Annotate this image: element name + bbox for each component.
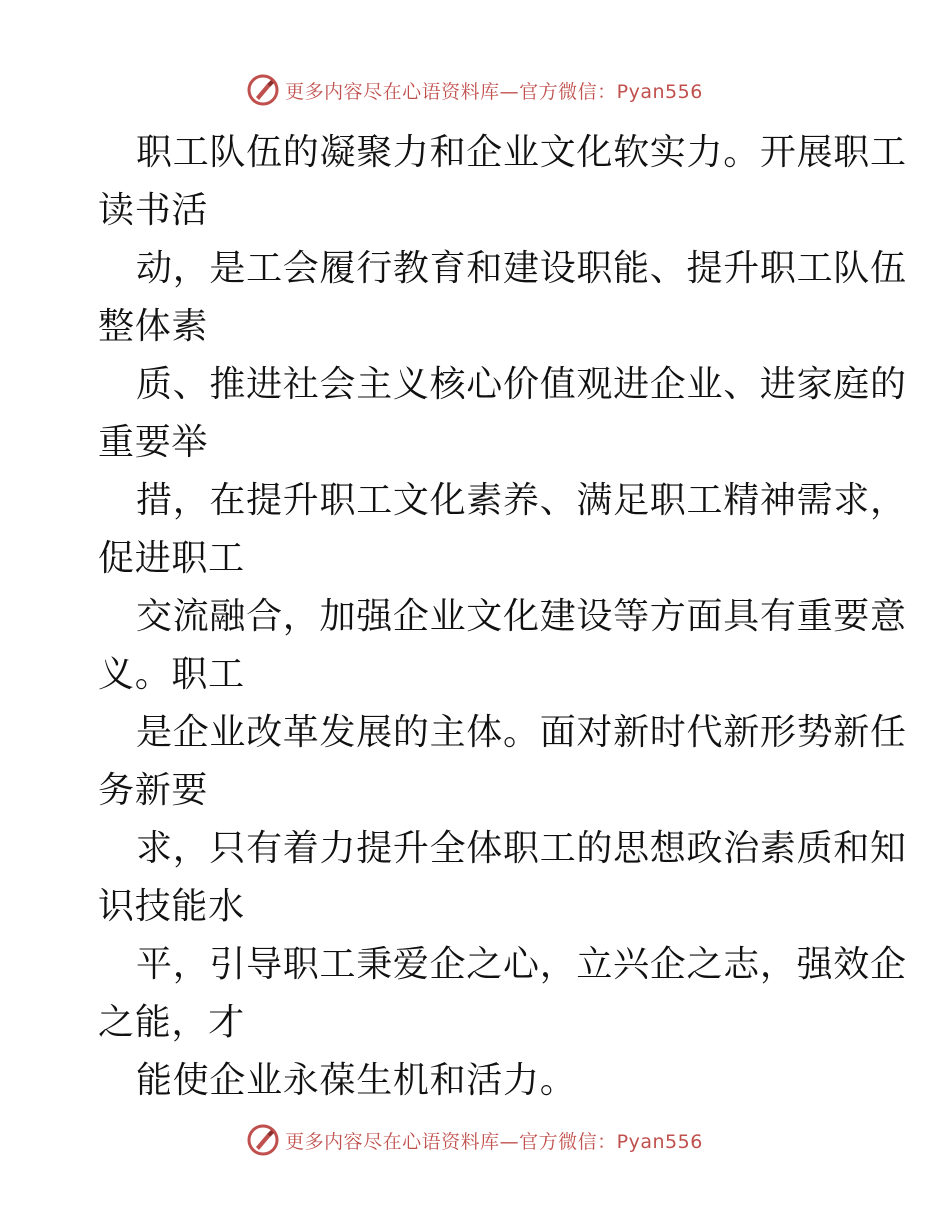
pen-logo-icon bbox=[247, 1124, 279, 1156]
text-line: 识技能水 bbox=[98, 886, 245, 927]
text-line: 重要举 bbox=[98, 422, 209, 463]
header-banner bbox=[0, 70, 950, 110]
document-body bbox=[98, 124, 907, 1110]
text-line: 能使企业永葆生机和活力。 bbox=[136, 1060, 577, 1101]
text-line: 是企业改革发展的主体。面对新时代新形势新任 bbox=[136, 712, 907, 753]
text-line: 质、推进社会主义核心价值观进企业、进家庭的 bbox=[136, 364, 907, 405]
pen-logo-icon bbox=[247, 74, 279, 106]
text-line: 读书活 bbox=[98, 190, 209, 231]
banner-text: 更多内容尽在心语资料库—官方微信：Pyan556 bbox=[285, 80, 703, 103]
text-line: 促进职工 bbox=[98, 538, 245, 579]
text-line: 动，是工会履行教育和建设职能、提升职工队伍 bbox=[136, 248, 907, 289]
text-line: 之能，才 bbox=[98, 1002, 245, 1043]
text-line: 措，在提升职工文化素养、满足职工精神需求， bbox=[136, 480, 907, 521]
text-line: 职工队伍的凝聚力和企业文化软实力。开展职工 bbox=[136, 132, 907, 173]
text-line: 整体素 bbox=[98, 306, 209, 347]
banner-text: 更多内容尽在心语资料库—官方微信：Pyan556 bbox=[285, 1130, 703, 1153]
footer-banner bbox=[0, 1120, 950, 1160]
text-line: 义。职工 bbox=[98, 654, 245, 695]
text-line: 求，只有着力提升全体职工的思想政治素质和知 bbox=[136, 828, 907, 869]
text-line: 平，引导职工秉爱企之心，立兴企之志，强效企 bbox=[136, 944, 907, 985]
text-line: 交流融合，加强企业文化建设等方面具有重要意 bbox=[136, 596, 907, 637]
text-line: 务新要 bbox=[98, 770, 209, 811]
